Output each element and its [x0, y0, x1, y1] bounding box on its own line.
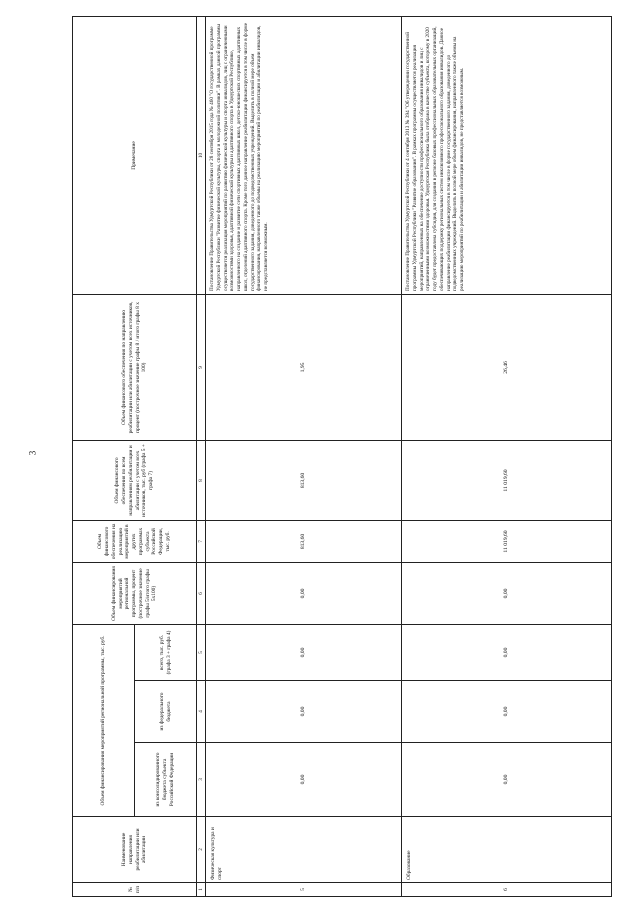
- table-row: [206, 16, 402, 896]
- column-number: 9: [197, 294, 206, 440]
- row-all-sources: 11 019,60: [402, 440, 612, 520]
- row-regional: 0,00: [206, 743, 402, 817]
- header-federal-budget: из федерального бюджета: [135, 681, 197, 743]
- row-total: 0,00: [206, 624, 402, 680]
- header-note: Примечание: [73, 16, 197, 294]
- row-regional: 0,00: [402, 743, 612, 817]
- page-number: 3: [27, 450, 38, 456]
- financing-table: [72, 16, 612, 897]
- rotated-sheet: [72, 17, 612, 897]
- header-share-regional: Объем финансирования мероприятий региональной программы, процент (построчное значение графы 5/итого графы 5x100): [73, 562, 197, 624]
- header-share-all: Объем финансового обеспечения по направлению реабилитации или абилитации с учетом всех источников, процент (построчное значение графы 8 / итого графы 8 x 100): [73, 294, 197, 440]
- row-other: 813,60: [206, 520, 402, 562]
- row-share-regional: 0,00: [206, 562, 402, 624]
- column-number: 3: [197, 743, 206, 817]
- row-note: Постановление Правительства Удмуртской Республики от 4 сентября 2013 № 394 "Об утверждении государственной программы Удмуртской Республики "Развитие образования". В рамках программы осуществляется реализация мероприятий, направленных на обеспечение доступности профессионального образования инвалидов и лиц с ограниченными возможностями здоровья. Удмуртская Республика была отобрана в качестве субъекта, которому в 2020 году будет предоставлена субсидия, для создания в регионе базовых профессиональных образовательных организаций, обеспечивающих поддержку региональных систем инклюзивного профессионального образования инвалидов. Данное направление реабилитации финансируется в том числе в форме государственного задания, доведенного до подведомственных учреждений. Выделить в полной мере объем финансирования, направленного также объемы на реализацию мероприятий по реабилитации и абилитации инвалидов, не представляется возможным.: [402, 16, 612, 294]
- row-name: Образование: [402, 817, 612, 883]
- header-all-sources: Объем финансового обеспечения по всем направлениям реабилитации и абилитации с учетом всех источников, тыс. руб (графа 5 + графа 7): [73, 440, 197, 520]
- header-no: № п/п: [73, 883, 197, 897]
- column-number: 1: [197, 883, 206, 897]
- table-row: [402, 16, 612, 896]
- column-number: 10: [197, 16, 206, 294]
- row-federal: 0,00: [402, 681, 612, 743]
- header-name: Наименование направления реабилитации или абилитации: [73, 817, 197, 883]
- column-number: 6: [197, 562, 206, 624]
- header-regional-budget: из консолидированного бюджета субъекта Российской Федерации: [135, 743, 197, 817]
- row-name: Физическая культура и спорт: [206, 817, 402, 883]
- header-financing-group: Объем финансирования мероприятий региональной программы, тыс. руб.: [73, 624, 135, 816]
- row-share-all: 1,95: [206, 294, 402, 440]
- row-all-sources: 813,60: [206, 440, 402, 520]
- column-number: 8: [197, 440, 206, 520]
- column-number: 7: [197, 520, 206, 562]
- row-federal: 0,00: [206, 681, 402, 743]
- rotated-table-wrapper: [72, 17, 612, 897]
- row-note: Постановление Правительства Удмуртской Республики от 28 сентября 2015 года № 460 "О государственной программе Удмуртской Республики "Развитие физической культуры, спорта и молодежной политики". В рамках данной программы осуществляется реализация мероприятий по развитию физической культуры и спорта инвалидов, лиц с ограниченными возможностями здоровья, адаптивной физической культуры и адаптивного спорта в Удмуртской Республике, направленного на создание и развитие сети спортивных адаптивных школ, детско-юношеских спортивных адаптивных школ, отделений адаптивного спорта. Кроме того данное направление реабилитации финансируется в том числе в форме государственного задания, доведенного до подведомственных учреждений. Выделить в полной мере объем финансирования, направленного также объемы на реализацию мероприятий по реабилитации и абилитации инвалидов, не представляется возможным.: [206, 16, 402, 294]
- row-total: 0,00: [402, 624, 612, 680]
- column-number-row: [197, 16, 206, 896]
- header-row-1: [73, 16, 135, 896]
- row-share-all: 26,46: [402, 294, 612, 440]
- header-other-programs: Объем финансового обеспечения на реализацию мероприятий в других программах субъекта Российской Федерации, тыс. руб.: [73, 520, 197, 562]
- column-number: 5: [197, 624, 206, 680]
- row-no: 6: [402, 883, 612, 897]
- row-other: 11 019,60: [402, 520, 612, 562]
- column-number: 2: [197, 817, 206, 883]
- row-share-regional: 0,00: [402, 562, 612, 624]
- header-total: всего, тыс. руб. (графа 3 + графа 4): [135, 624, 197, 680]
- row-no: 5: [206, 883, 402, 897]
- column-number: 4: [197, 681, 206, 743]
